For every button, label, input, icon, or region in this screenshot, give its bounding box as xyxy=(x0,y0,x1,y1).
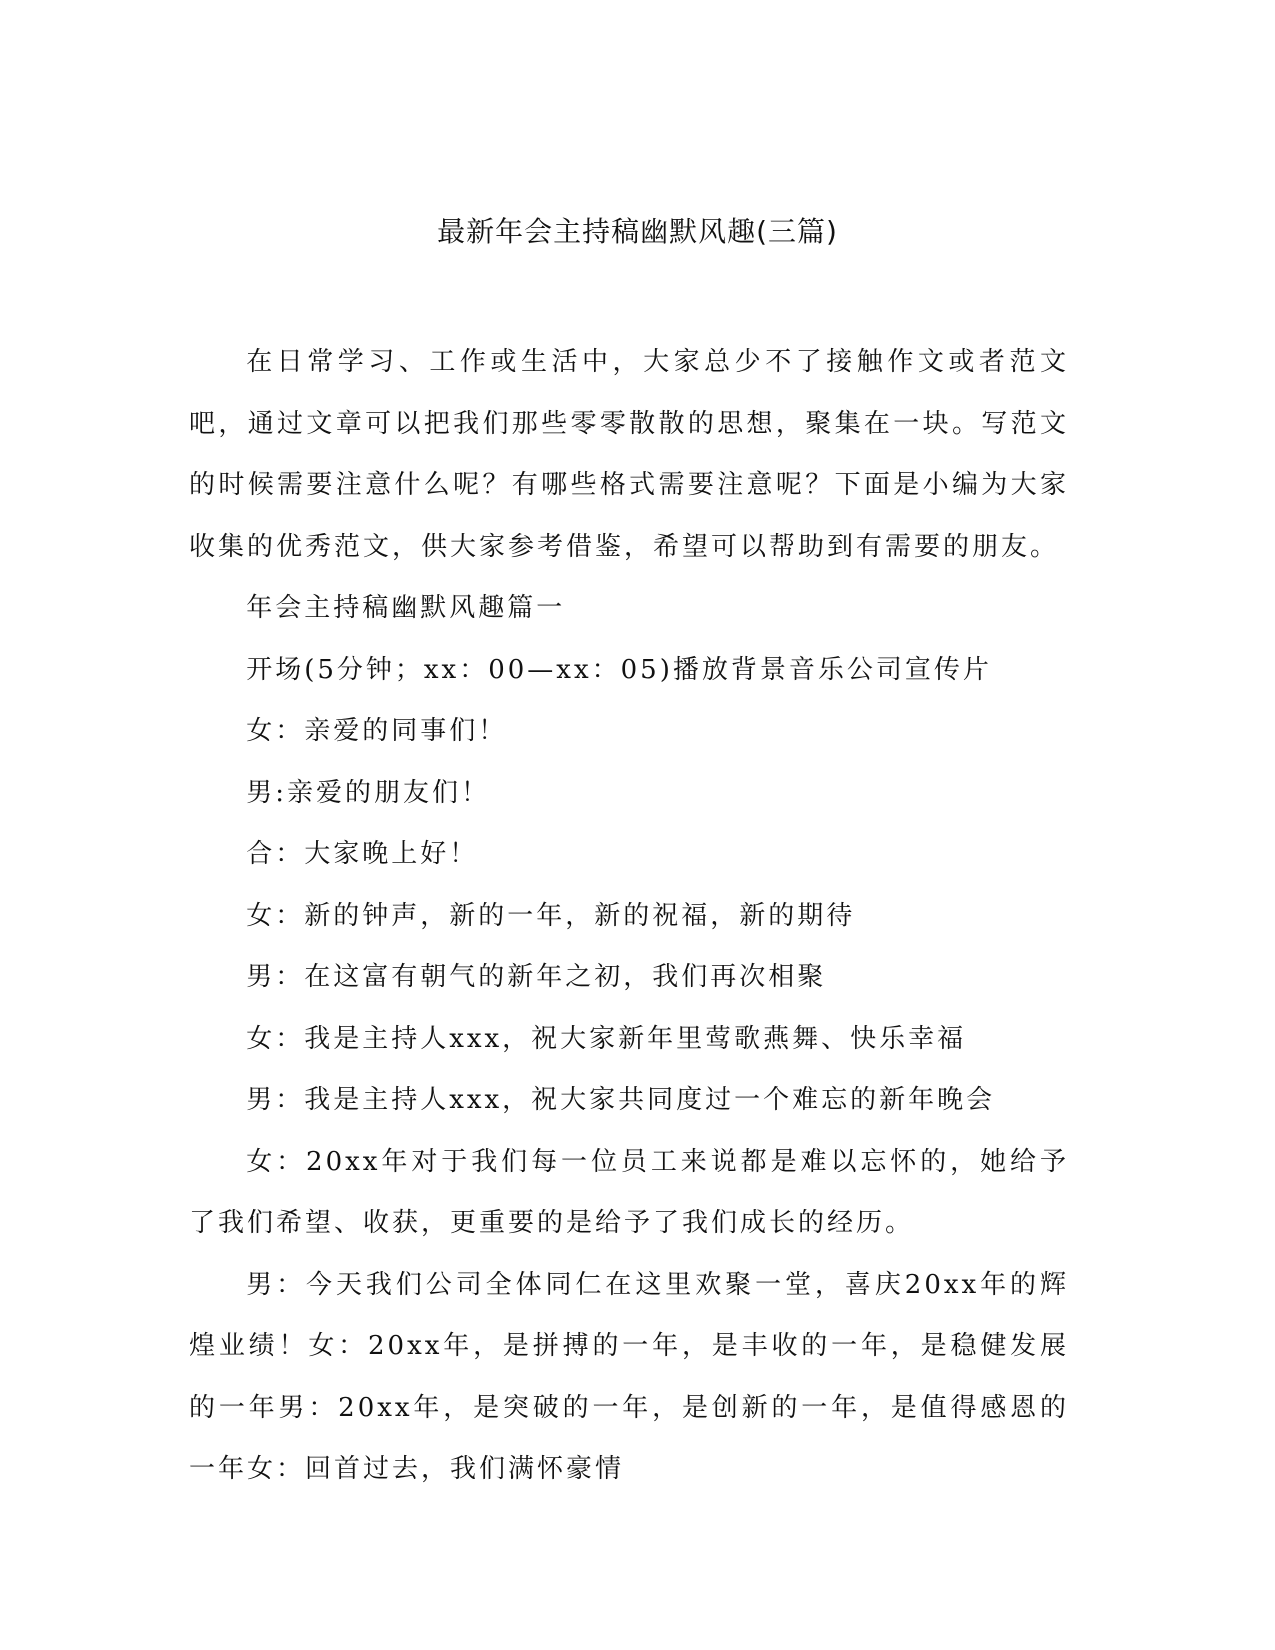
paragraph-dialogue: 男：今天我们公司全体同仁在这里欢聚一堂，喜庆20xx年的辉煌业绩！女：20xx年，是拼搏的一年，是丰收的一年，是稳健发展的一年男：20xx年，是突破的一年，是创新的一年，是值得感恩的一年女：回首过去，我们满怀豪情 xyxy=(189,1269,1069,1484)
paragraph-dialogue: 男：在这富有朝气的新年之初，我们再次相聚 xyxy=(246,962,827,992)
paragraph-intro: 在日常学习、工作或生活中，大家总少不了接触作文或者范文吧，通过文章可以把我们那些零零散散的思想，聚集在一块。写范文的时候需要注意什么呢？有哪些格式需要注意呢？下面是小编为大家收集的优秀范文，供大家参考借鉴，希望可以帮助到有需要的朋友。 xyxy=(189,347,1069,562)
paragraph-dialogue: 合：大家晚上好！ xyxy=(246,839,479,869)
paragraph-dialogue: 男：我是主持人xxx，祝大家共同度过一个难忘的新年晚会 xyxy=(246,1085,996,1115)
document-body xyxy=(189,332,1069,1501)
paragraph-dialogue: 女：我是主持人xxx，祝大家新年里莺歌燕舞、快乐幸福 xyxy=(246,1023,967,1054)
paragraph-dialogue: 女：新的钟声，新的一年，新的祝福，新的期待 xyxy=(246,900,856,931)
paragraph-opening: 开场(5分钟；xx：00—xx：05)播放背景音乐公司宣传片 xyxy=(246,654,992,685)
paragraph-section-heading: 年会主持稿幽默风趣篇一 xyxy=(246,593,566,623)
paragraph-dialogue: 男:亲爱的朋友们！ xyxy=(246,777,490,808)
document-title: 最新年会主持稿幽默风趣(三篇) xyxy=(437,215,838,248)
paragraph-dialogue: 女：20xx年对于我们每一位员工来说都是难以忘怀的，她给予了我们希望、收获，更重要的是给予了我们成长的经历。 xyxy=(189,1146,1069,1238)
paragraph-dialogue: 女：亲爱的同事们！ xyxy=(246,716,508,746)
